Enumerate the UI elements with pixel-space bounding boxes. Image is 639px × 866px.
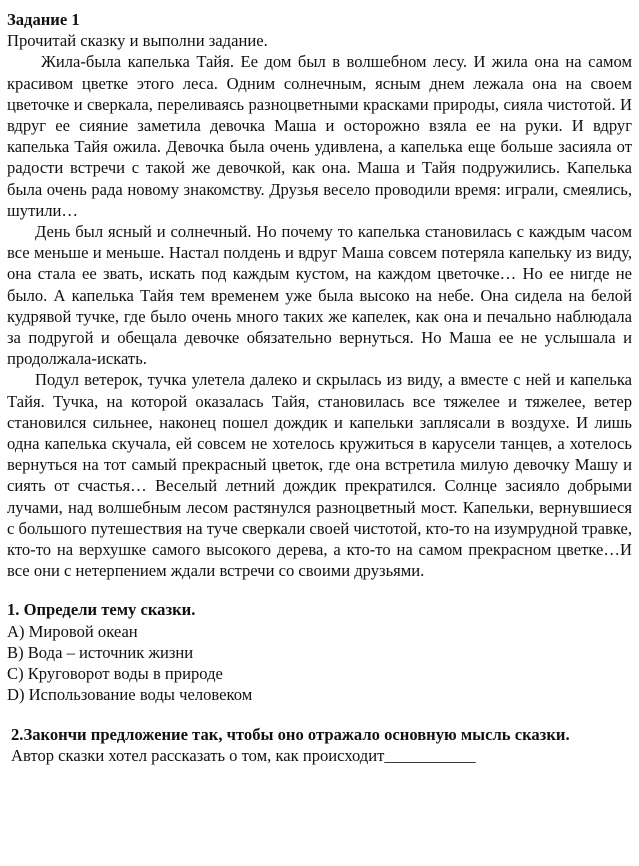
answer-blank: ___________ — [384, 745, 476, 765]
task-instruction: Прочитай сказку и выполни задание. — [7, 31, 268, 51]
task-title: Задание 1 — [7, 10, 80, 29]
question-2-prompt: Автор сказки хотел рассказать о том, как происходит — [11, 745, 385, 765]
story-text — [7, 51, 632, 581]
question-2-answer-line — [11, 745, 632, 766]
question-1-option-c: C) Круговорот воды в природе — [7, 664, 223, 684]
story-paragraph-2: День был ясный и солнечный. Но почему то капелька становилась с каждым часом все меньше и меньше. Настал полдень и вдруг Маша совсем потеряла капельку из виду, она стала ее звать, искать под каждым кустом, на каждом цветочке… Но ее нигде не было. А капелька Тайя тем временем уже была высоко на небе. Она сидела на белой кудрявой тучке, где было очень много таких же капелек, как она и печально наблюдала за подругой и обещала девочке обязательно вернуться. Но Маша ее не услышала и продолжала-искать. — [7, 222, 632, 369]
question-1 — [7, 599, 632, 705]
question-1-option-a: A) Мировой океан — [7, 621, 138, 641]
question-2 — [7, 724, 632, 766]
question-2-title: 2.Закончи предложение так, чтобы оно отражало основную мысль сказки. — [11, 724, 570, 744]
story-paragraph-1: Жила-была капелька Тайя. Ее дом был в волшебном лесу. И жила она на самом красивом цветке этого леса. Одним солнечным, ясным днем лежала она на своем цветочке и сверкала, переливаясь разноцветными красками природы, сияла чистотой. И вдруг ее сияние заметила девочка Маша и осторожно взяла ее на руки. И вдруг капелька Тайя ожила. Девочка была очень удивлена, а капелька еще больше засияла от радости встречи с такой же девочкой, как она. Маша и Тайя подружились. Капелька была очень рада новому знакомству. Друзья весело проводили время: играли, смеялись, шутили… — [7, 52, 632, 220]
story-paragraph-3: Подул ветерок, тучка улетела далеко и скрылась из виду, а вместе с ней и капелька Тайя. Тучка, на которой оказалась Тайя, становилась все тяжелее и тяжелее, ветер становился сильнее, наконец пошел дождик и капельки заплясали в воздухе. И лишь одна капелька скучала, ей совсем не хотелось кружиться в карусели танцев, а хотелось вернуться на тот самый прекрасный цветок, где она встретила милую девочку Машу и сиять от счастья… Веселый летний дождик прекратился. Солнце засияло добрыми лучами, над волшебным лесом растянулся разноцветный мост. Капельки, вернувшиеся с большого путешествия на туче сверкали своей чистотой, кто-то на изумрудной травке, кто-то на верхушке самого высокого дерева, а кто-то на самом прекрасном цветке…И все они с нетерпением ждали встречи со своими друзьями. — [7, 370, 632, 581]
worksheet-page — [7, 9, 632, 766]
question-1-option-d: D) Использование воды человеком — [7, 685, 253, 705]
question-1-title: 1. Определи тему сказки. — [7, 600, 196, 620]
question-1-option-b: B) Вода – источник жизни — [7, 642, 194, 662]
